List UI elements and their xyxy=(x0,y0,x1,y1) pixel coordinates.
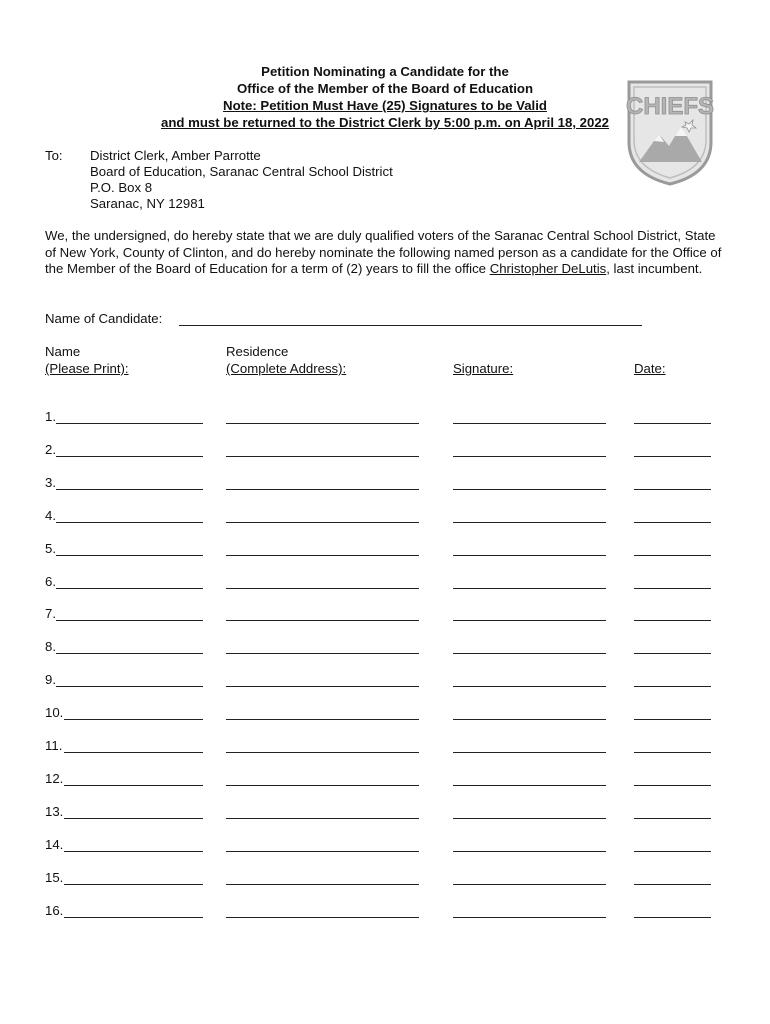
signature-row xyxy=(0,672,770,692)
name-print-field[interactable] xyxy=(64,818,203,819)
signature-field[interactable] xyxy=(453,456,606,457)
residence-field[interactable] xyxy=(226,686,419,687)
row-number: 11. xyxy=(45,738,63,753)
row-number: 12. xyxy=(45,770,64,786)
residence-field[interactable] xyxy=(226,423,419,424)
signature-row xyxy=(0,574,770,594)
residence-header-top: Residence xyxy=(226,344,289,359)
name-print-field[interactable] xyxy=(64,719,203,720)
date-field[interactable] xyxy=(634,686,711,687)
date-field[interactable] xyxy=(634,653,711,654)
signature-field[interactable] xyxy=(453,719,606,720)
date-field[interactable] xyxy=(634,752,711,753)
date-field[interactable] xyxy=(634,456,711,457)
signature-field[interactable] xyxy=(453,818,606,819)
name-print-field[interactable] xyxy=(56,522,203,523)
name-print-field[interactable] xyxy=(64,884,203,885)
row-number: 15. xyxy=(45,869,64,885)
date-field[interactable] xyxy=(634,522,711,523)
row-number: 6. xyxy=(45,573,56,589)
residence-field[interactable] xyxy=(226,719,419,720)
signature-row xyxy=(0,738,770,758)
name-print-field[interactable] xyxy=(56,423,203,424)
incumbent-name: Christopher DeLutis xyxy=(489,261,607,276)
residence-field[interactable] xyxy=(226,522,419,523)
date-field[interactable] xyxy=(634,851,711,852)
signature-row xyxy=(0,705,770,725)
signature-field[interactable] xyxy=(453,423,606,424)
signature-field[interactable] xyxy=(453,851,606,852)
signature-field[interactable] xyxy=(453,588,606,589)
date-field[interactable] xyxy=(634,588,711,589)
signature-row xyxy=(0,804,770,824)
nomination-statement xyxy=(45,228,725,278)
row-number: 5. xyxy=(45,540,56,556)
name-print-field[interactable] xyxy=(56,555,203,556)
signature-column-header: Signature: xyxy=(453,361,514,376)
residence-field[interactable] xyxy=(226,917,419,918)
row-number: 13. xyxy=(45,803,64,819)
date-column-header: Date: xyxy=(634,361,666,376)
name-print-field[interactable] xyxy=(56,489,203,490)
chiefs-shield-icon xyxy=(625,78,715,188)
residence-field[interactable] xyxy=(226,588,419,589)
residence-column-header xyxy=(226,343,346,377)
signature-field[interactable] xyxy=(453,489,606,490)
row-number: 9. xyxy=(45,672,56,688)
date-field[interactable] xyxy=(634,818,711,819)
name-print-field[interactable] xyxy=(56,620,203,621)
date-field[interactable] xyxy=(634,785,711,786)
recipient-line: Board of Education, Saranac Central School District xyxy=(90,164,393,179)
signature-row xyxy=(0,639,770,659)
name-print-field[interactable] xyxy=(64,851,203,852)
residence-field[interactable] xyxy=(226,555,419,556)
row-number: 8. xyxy=(45,639,56,655)
name-print-field[interactable] xyxy=(64,785,203,786)
residence-field[interactable] xyxy=(226,653,419,654)
row-number: 14. xyxy=(45,836,64,852)
date-field[interactable] xyxy=(634,719,711,720)
name-header-top: Name xyxy=(45,344,81,359)
to-label: To: xyxy=(45,148,63,163)
name-print-field[interactable] xyxy=(64,752,203,753)
date-field[interactable] xyxy=(634,917,711,918)
residence-field[interactable] xyxy=(226,818,419,819)
signature-row xyxy=(0,903,770,923)
chiefs-logo xyxy=(625,78,715,188)
statement-text: We, the undersigned, do hereby state that we are duly qualified voters of the Saranac Central School District, State of New York, County of Clinton, and do hereby nominate the following named person as a candidate for the Office of the Member of the Board of Education for a term of (2) years to fill the office xyxy=(45,228,722,276)
residence-header-bottom: (Complete Address): xyxy=(226,361,347,376)
residence-field[interactable] xyxy=(226,620,419,621)
name-column-header xyxy=(45,343,129,377)
date-field[interactable] xyxy=(634,884,711,885)
signature-field[interactable] xyxy=(453,884,606,885)
row-number: 16. xyxy=(45,902,64,918)
residence-field[interactable] xyxy=(226,785,419,786)
row-number: 2. xyxy=(45,441,56,457)
row-number: 1. xyxy=(45,409,56,424)
signature-row xyxy=(0,508,770,528)
petition-title-line1: Petition Nominating a Candidate for the xyxy=(261,64,509,79)
signature-requirement-note: Note: Petition Must Have (25) Signatures to be Valid xyxy=(223,98,547,113)
signature-row xyxy=(0,475,770,495)
signature-field[interactable] xyxy=(453,686,606,687)
name-print-field[interactable] xyxy=(56,588,203,589)
signature-field[interactable] xyxy=(453,620,606,621)
date-field[interactable] xyxy=(634,555,711,556)
date-field[interactable] xyxy=(634,423,711,424)
row-number: 4. xyxy=(45,507,56,523)
name-header-bottom: (Please Print): xyxy=(45,361,129,376)
svg-text:CHIEFS: CHIEFS xyxy=(625,93,715,120)
signature-field[interactable] xyxy=(453,522,606,523)
signature-row xyxy=(0,606,770,626)
recipient-line: Saranac, NY 12981 xyxy=(90,196,205,211)
candidate-name-label: Name of Candidate: xyxy=(45,311,163,326)
row-number: 3. xyxy=(45,474,56,490)
name-print-field[interactable] xyxy=(56,686,203,687)
signature-field[interactable] xyxy=(453,653,606,654)
return-deadline-note: and must be returned to the District Clerk by 5:00 p.m. on April 18, 2022 xyxy=(160,115,609,130)
residence-field[interactable] xyxy=(226,851,419,852)
recipient-line: P.O. Box 8 xyxy=(90,180,153,195)
signature-row xyxy=(0,837,770,857)
signature-field[interactable] xyxy=(453,785,606,786)
signature-field[interactable] xyxy=(453,917,606,918)
row-number: 7. xyxy=(45,606,56,622)
residence-field[interactable] xyxy=(226,489,419,490)
signature-field[interactable] xyxy=(453,555,606,556)
signature-row xyxy=(0,870,770,890)
signature-row xyxy=(0,541,770,561)
date-field[interactable] xyxy=(634,489,711,490)
residence-field[interactable] xyxy=(226,884,419,885)
row-number: 10. xyxy=(45,705,64,721)
name-print-field[interactable] xyxy=(56,456,203,457)
name-print-field[interactable] xyxy=(56,653,203,654)
signature-row xyxy=(0,771,770,791)
statement-suffix: , last incumbent. xyxy=(606,261,703,276)
date-field[interactable] xyxy=(634,620,711,621)
residence-field[interactable] xyxy=(226,456,419,457)
candidate-name-field[interactable] xyxy=(179,325,642,326)
recipient-line: District Clerk, Amber Parrotte xyxy=(90,148,261,163)
signature-field[interactable] xyxy=(453,752,606,753)
signature-row xyxy=(0,442,770,462)
petition-title-line2: Office of the Member of the Board of Education xyxy=(237,81,533,96)
name-print-field[interactable] xyxy=(64,917,203,918)
signature-row xyxy=(0,409,770,429)
residence-field[interactable] xyxy=(226,752,419,753)
